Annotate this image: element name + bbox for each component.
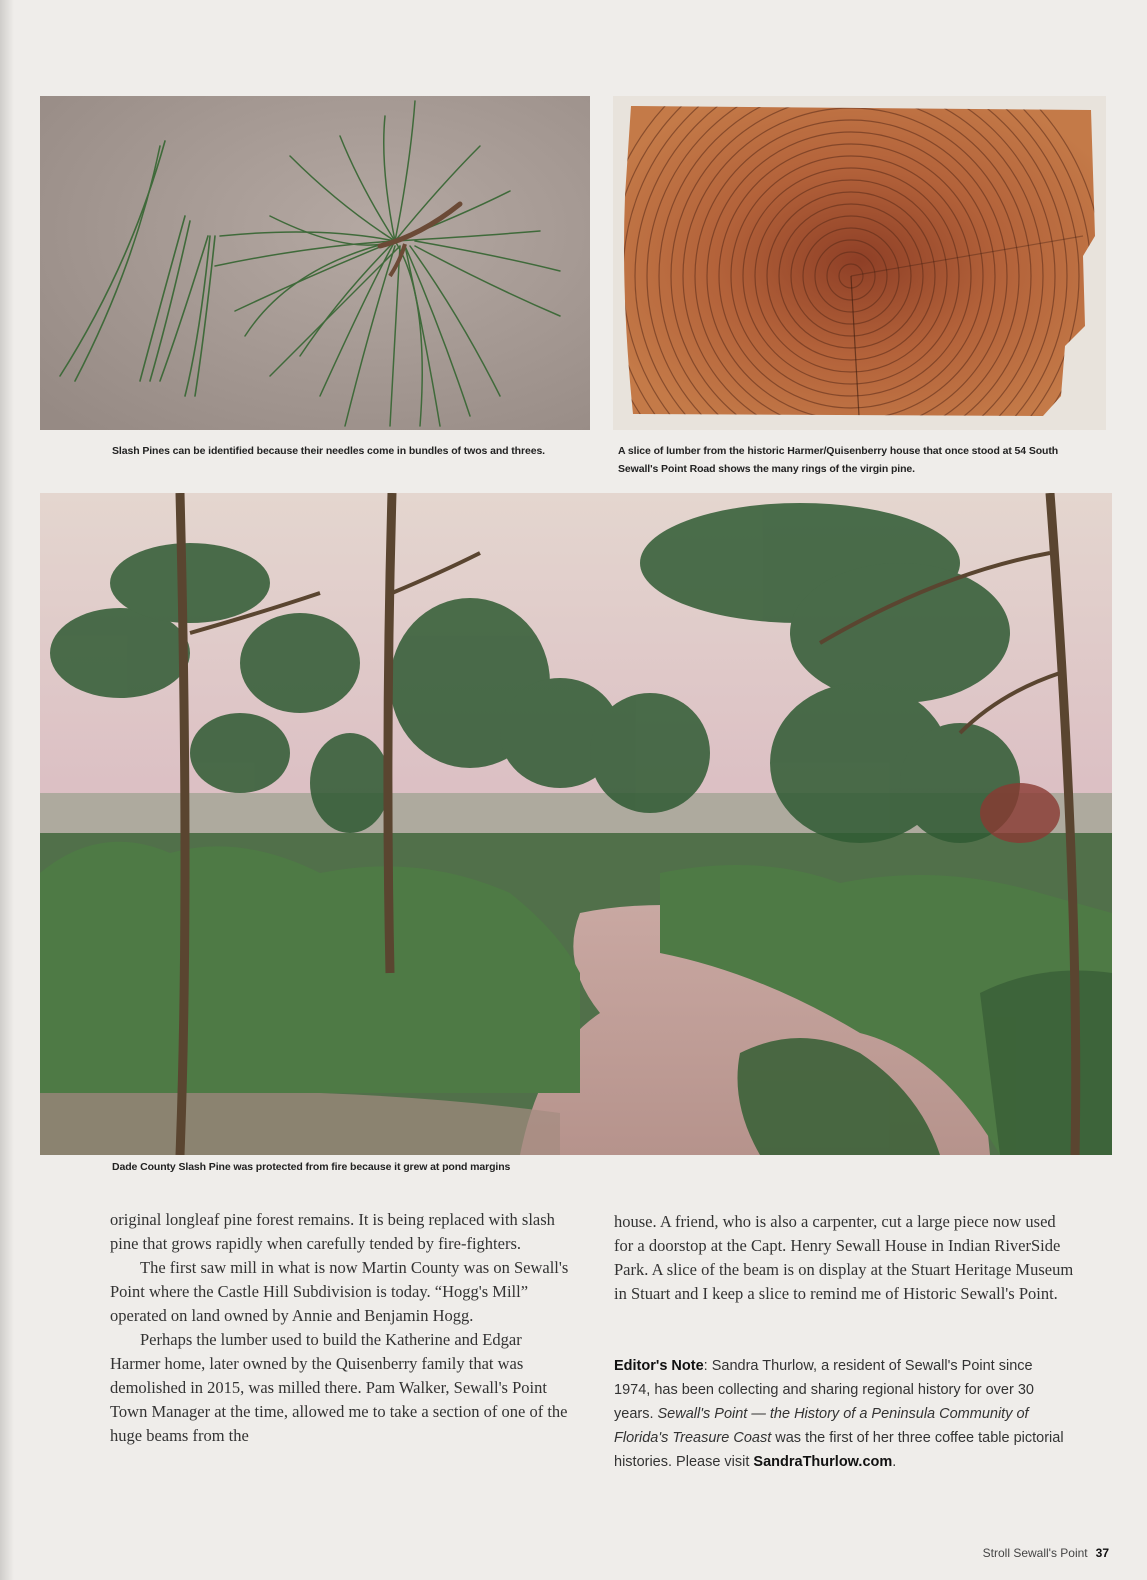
lumber-slice-caption-line-1: A slice of lumber from the historic Harmer/Quisenberry house that once stood at 54 South <box>618 445 1059 457</box>
editors-note-end: . <box>892 1454 897 1470</box>
editors-note-label: Editor's Note <box>614 1358 704 1374</box>
lumber-slice-caption <box>618 442 1108 478</box>
editors-note-text-b: was the first of her three coffee table pictorial histories. Please visit <box>614 1430 1064 1470</box>
needles-caption: Slash Pines can be identified because their needles come in bundles of twos and threes. <box>112 445 546 457</box>
page-footer <box>983 1546 1109 1560</box>
website-link[interactable]: SandraThurlow.com <box>753 1454 893 1470</box>
editors-note <box>614 1354 1069 1474</box>
left-paragraph-1: original longleaf pine forest remains. It is being replaced with slash pine that grows rapidly when carefully tended by fire-fighters. <box>110 1210 555 1253</box>
page-gutter-shadow <box>0 0 14 1580</box>
right-paragraph-1: house. A friend, who is also a carpenter, cut a large piece now used for a doorstop at the Capt. Henry Sewall House in Indian RiverSide Park. A slice of the beam is on display at the Stuart Heritage Museum in Stuart and I keep a slice to remind me of Historic Sewall's Point. <box>614 1212 1074 1303</box>
page-number: 37 <box>1095 1546 1109 1560</box>
editors-note-text-a: : Sandra Thurlow, a resident of Sewall's Point since 1974, has been collecting and sharing regional history for over 30 years. <box>614 1358 1034 1422</box>
book-title: Sewall's Point — the History of a Peninsula Community of Florida's Treasure Coast <box>614 1406 1029 1446</box>
left-column <box>110 1208 575 1448</box>
pine-needles-photo <box>40 96 590 430</box>
left-paragraph-2: The first saw mill in what is now Martin County was on Sewall's Point where the Castle Hill Subdivision is today. “Hogg's Mill” operated on land owned by Annie and Benjamin Hogg. <box>110 1258 569 1325</box>
right-column <box>614 1210 1074 1306</box>
lumber-slice-caption-line-2: Sewall's Point Road shows the many rings of the virgin pine. <box>618 463 915 475</box>
landscape-caption: Dade County Slash Pine was protected from fire because it grew at pond margins <box>112 1161 511 1173</box>
pond-landscape-photo <box>40 493 1112 1155</box>
footer-section: Stroll Sewall's Point <box>982 1546 1088 1560</box>
left-paragraph-3: Perhaps the lumber used to build the Katherine and Edgar Harmer home, later owned by the Quisenberry family that was demolished in 2015, was milled there. Pam Walker, Sewall's Point Town Manager at the time, allowed me to take a section of one of the huge beams from the <box>110 1330 568 1445</box>
lumber-slice-photo <box>613 96 1106 430</box>
